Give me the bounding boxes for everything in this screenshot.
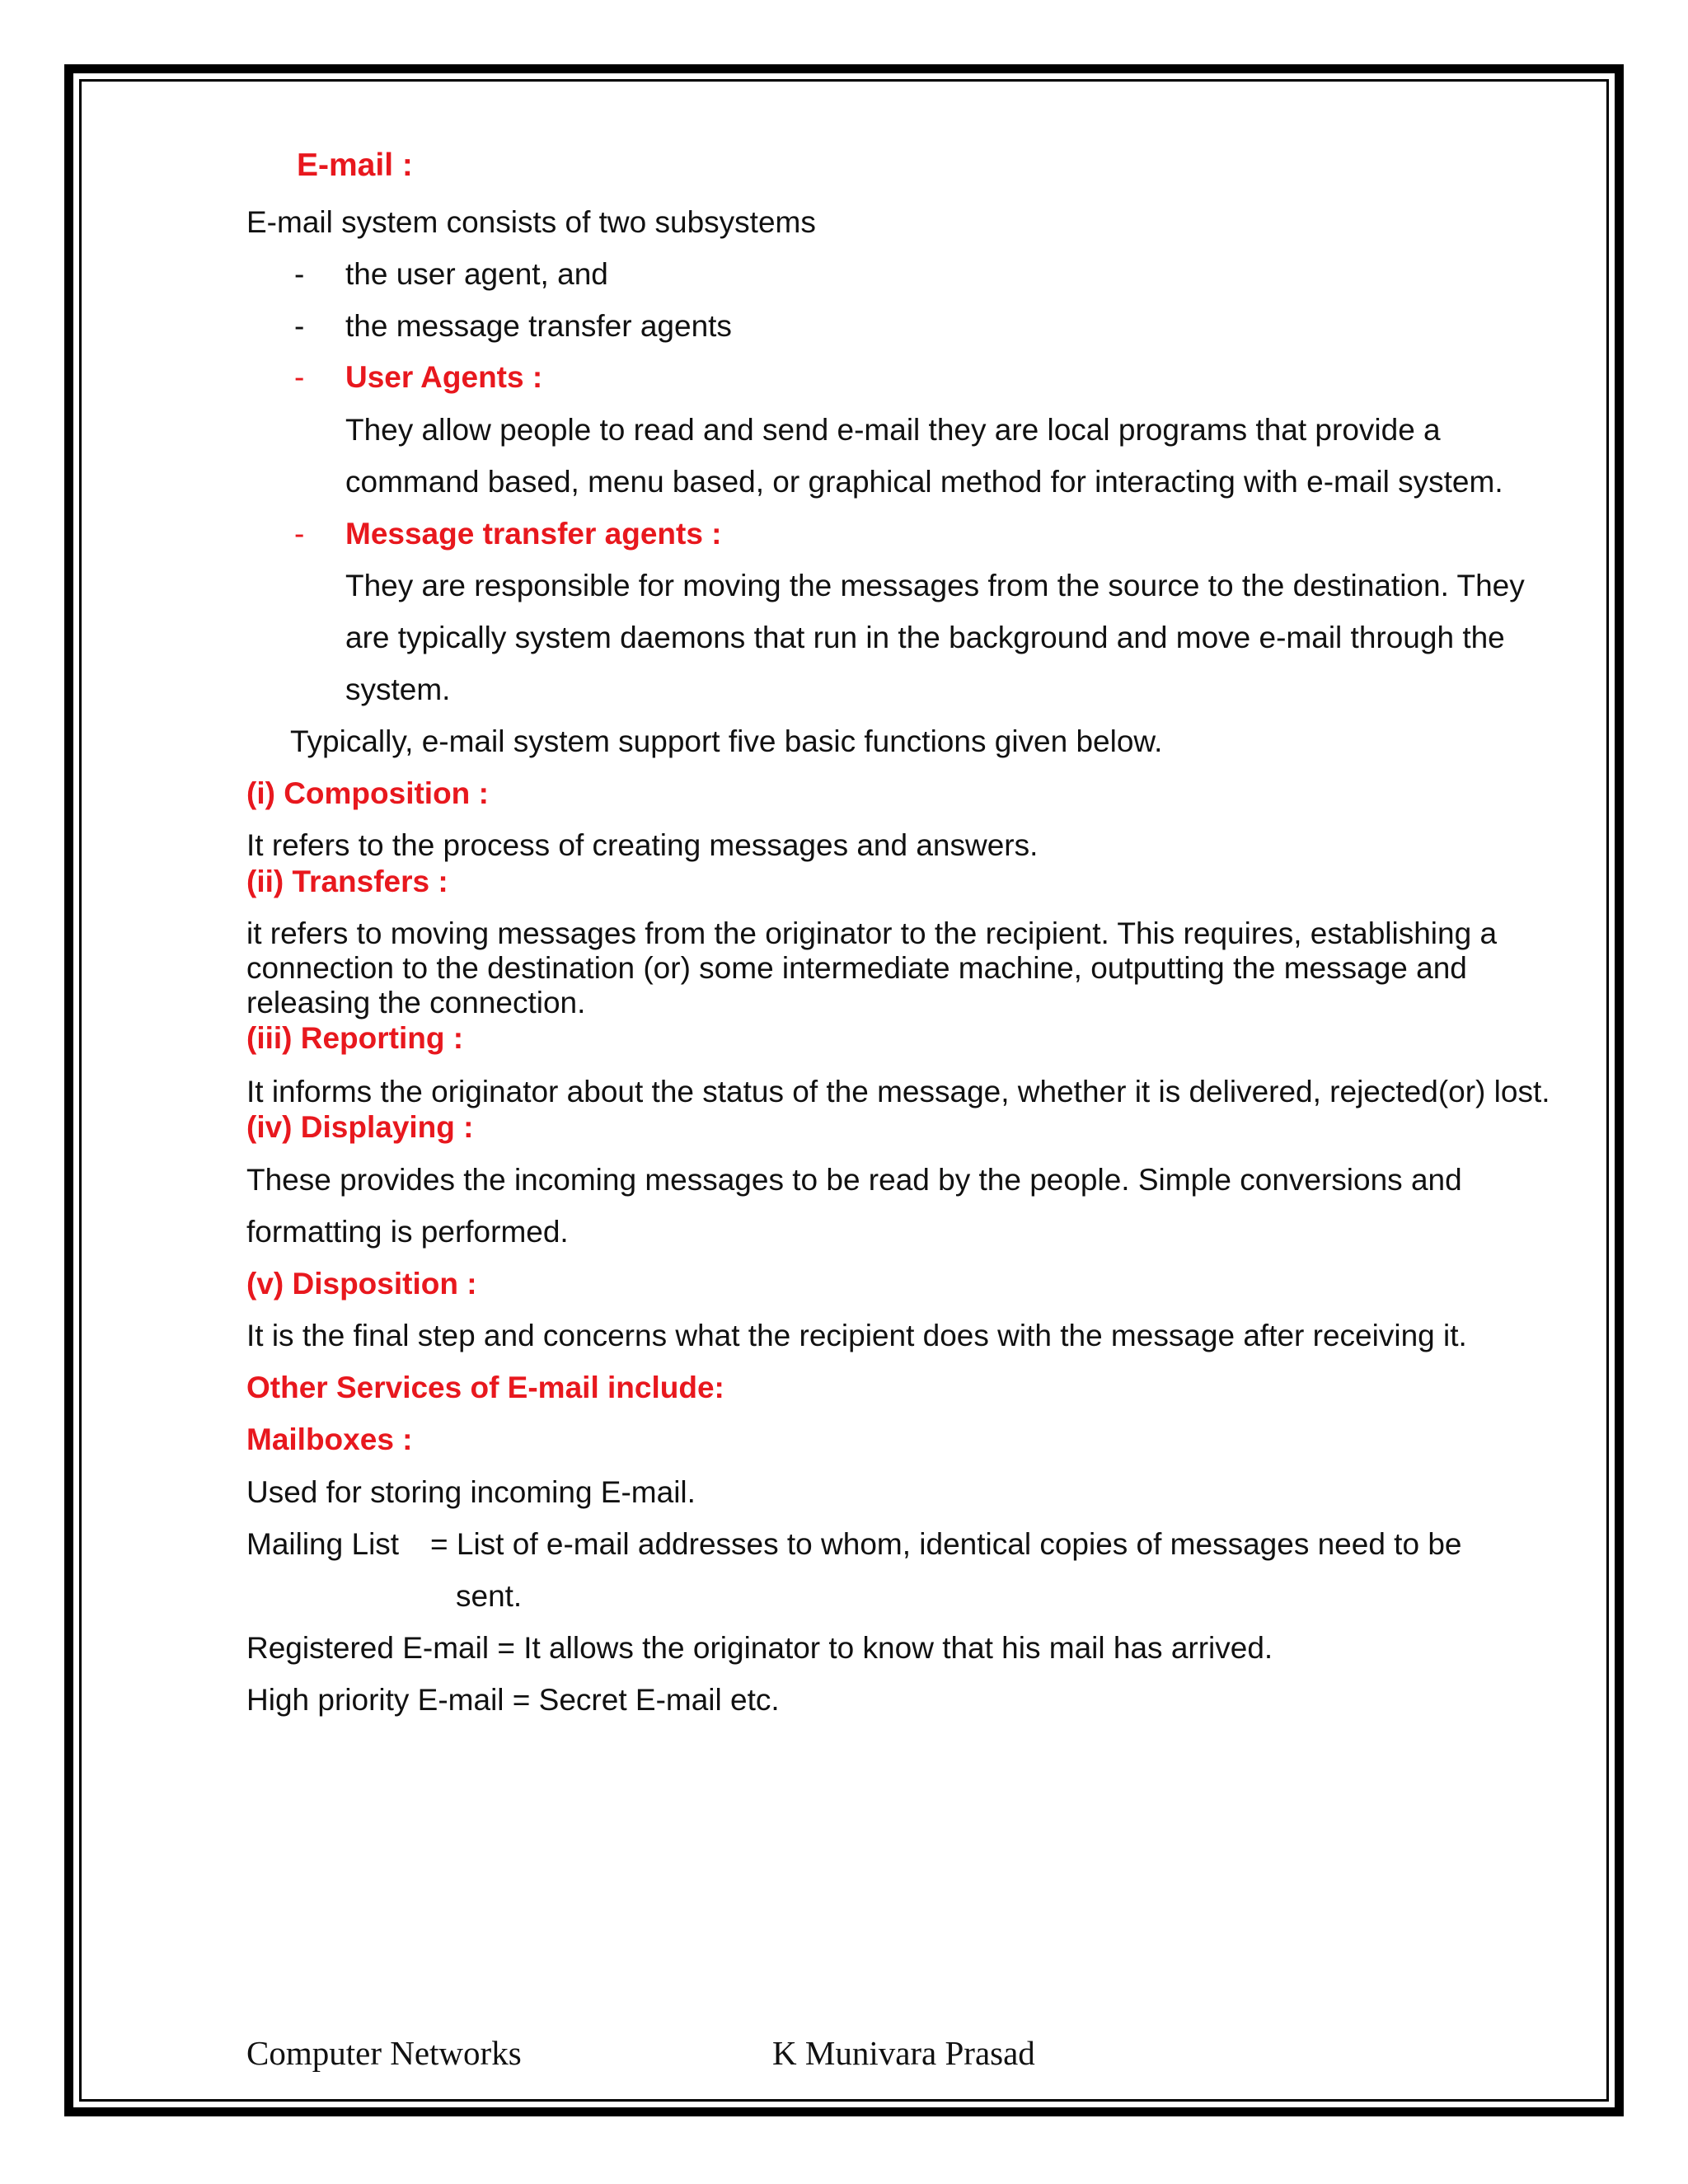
high-priority-email-text: High priority E-mail = Secret E-mail etc. — [246, 1683, 780, 1717]
function-title: (iv) Displaying : — [246, 1110, 474, 1144]
list-marker: - — [294, 360, 305, 394]
mailing-list-definition: = List of e-mail addresses to whom, identical copies of messages need to be — [430, 1527, 1462, 1561]
function-title: (iii) Reporting : — [246, 1021, 464, 1055]
registered-email-text: Registered E-mail = It allows the originator to know that his mail has arrived. — [246, 1631, 1273, 1665]
list-item: the message transfer agents — [345, 309, 732, 343]
list-marker: - — [294, 309, 305, 343]
mta-line: They are responsible for moving the messages from the source to the destination. They — [345, 569, 1525, 602]
function-text: It refers to the process of creating messages and answers. — [246, 828, 1039, 862]
footer-course: Computer Networks — [246, 2034, 522, 2072]
list-marker: - — [294, 257, 305, 291]
function-text: formatting is performed. — [246, 1215, 569, 1249]
footer-author: K Munivara Prasad — [772, 2034, 1035, 2072]
function-title: (v) Disposition : — [246, 1267, 477, 1301]
list-item: the user agent, and — [345, 257, 608, 291]
function-text: it refers to moving messages from the originator to the recipient. This requires, establishing a connection to the destination (or) some intermediate machine, outputting the message and releasing the connection. — [246, 916, 1498, 1019]
function-text: It is the final step and concerns what the recipient does with the message after receiving it. — [246, 1319, 1467, 1352]
mailing-list-label: Mailing List — [246, 1527, 400, 1561]
user-agents-line: command based, menu based, or graphical method for interacting with e-mail system. — [345, 465, 1503, 499]
intro-text: E-mail system consists of two subsystems — [246, 205, 816, 239]
mailboxes-text: Used for storing incoming E-mail. — [246, 1475, 696, 1509]
list-marker: - — [294, 517, 305, 551]
mta-title: Message transfer agents : — [345, 517, 722, 551]
other-services-title: Other Services of E-mail include: — [246, 1371, 724, 1404]
section-heading: E-mail : — [297, 148, 413, 183]
mailing-list-continuation: sent. — [456, 1579, 523, 1613]
function-title: (ii) Transfers : — [246, 865, 448, 898]
function-text: It informs the originator about the status of the message, whether it is delivered, rejected(or) lost. — [246, 1075, 1550, 1108]
function-text: These provides the incoming messages to be read by the people. Simple conversions and — [246, 1163, 1462, 1197]
mta-line: system. — [345, 673, 451, 706]
mailboxes-title: Mailboxes : — [246, 1422, 413, 1456]
user-agents-line: They allow people to read and send e-mail they are local programs that provide a — [345, 413, 1441, 447]
user-agents-title: User Agents : — [345, 360, 543, 394]
function-title: (i) Composition : — [246, 776, 489, 810]
mta-line: are typically system daemons that run in the background and move e-mail through the — [345, 621, 1505, 654]
functions-intro: Typically, e-mail system support five basic functions given below. — [290, 724, 1163, 758]
